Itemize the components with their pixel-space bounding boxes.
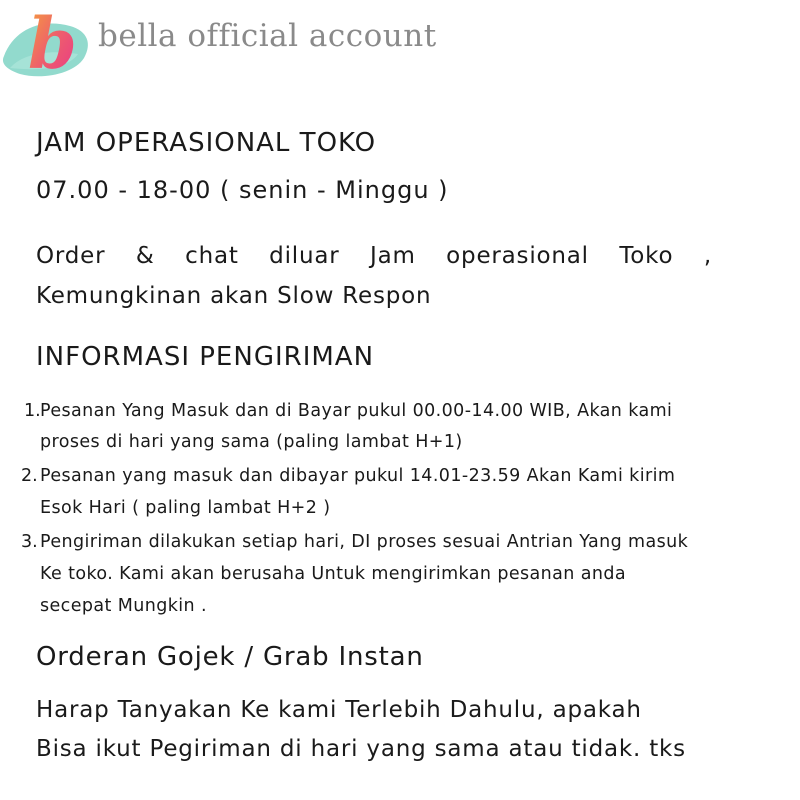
- note-word: &: [135, 243, 155, 269]
- list-item-line: Pengiriman dilakukan setiap hari, DI proses sesuai Antrian Yang masuk: [40, 532, 689, 552]
- logo-letter: b: [28, 2, 77, 85]
- list-item-line: secepat Mungkin .: [40, 596, 207, 616]
- note-word: chat: [185, 243, 239, 269]
- list-item-number: 2.: [21, 466, 38, 486]
- note-word: diluar: [269, 243, 340, 269]
- note-word: Order: [36, 243, 106, 269]
- list-item-line: Pesanan Yang Masuk dan di Bayar pukul 00.00-14.00 WIB, Akan kami: [40, 401, 673, 421]
- instant-line-2: Bisa ikut Pegiriman di hari yang sama atau tidak. tks: [36, 736, 686, 762]
- list-item-line: proses di hari yang sama (paling lambat H+1): [40, 432, 463, 452]
- list-item-number: 3.: [21, 532, 38, 552]
- note-word: Jam: [369, 243, 416, 269]
- operational-note-line-1: [36, 243, 712, 269]
- operational-hours: 07.00 - 18-00 ( senin - Minggu ): [36, 176, 449, 204]
- brand-name: bella official account: [98, 18, 437, 54]
- list-item-line: Esok Hari ( paling lambat H+2 ): [40, 498, 331, 518]
- operational-note-line-2: Kemungkinan akan Slow Respon: [36, 283, 432, 309]
- note-word: operasional: [446, 243, 589, 269]
- list-item-line: Ke toko. Kami akan berusaha Untuk mengirimkan pesanan anda: [40, 564, 626, 584]
- instant-title: Orderan Gojek / Grab Instan: [36, 642, 424, 672]
- shipping-title: INFORMASI PENGIRIMAN: [36, 342, 375, 372]
- note-word: Toko: [619, 243, 674, 269]
- list-item-number: 1.: [24, 401, 41, 421]
- operational-title: JAM OPERASIONAL TOKO: [36, 128, 377, 158]
- instant-line-1: Harap Tanyakan Ke kami Terlebih Dahulu, apakah: [36, 697, 642, 723]
- note-word: ,: [703, 243, 712, 269]
- list-item-line: Pesanan yang masuk dan dibayar pukul 14.01-23.59 Akan Kami kirim: [40, 466, 676, 486]
- brand-logo-icon: [0, 0, 96, 86]
